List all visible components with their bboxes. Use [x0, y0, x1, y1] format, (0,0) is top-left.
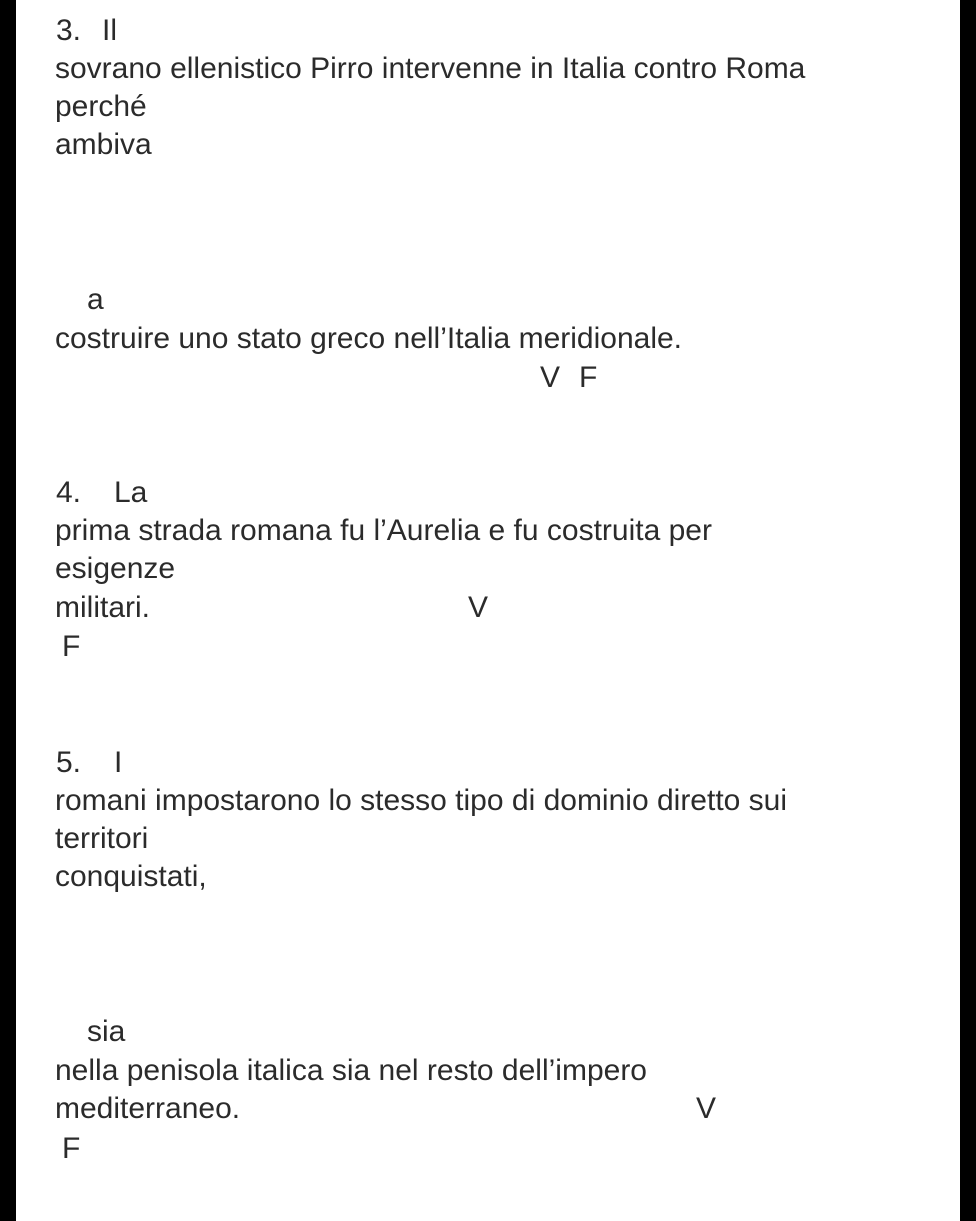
document-page: [16, 0, 960, 1221]
question-text-line: costruire uno stato greco nell’Italia meridionale.: [55, 322, 682, 355]
question-text-line: territori: [55, 822, 149, 855]
question-number: 5.: [56, 746, 82, 779]
question-first-word: I: [114, 746, 123, 779]
question-text-line: sovrano ellenistico Pirro intervenne in Italia contro Roma: [55, 52, 806, 85]
question-text-line: militari.: [55, 591, 150, 624]
question-text-line: mediterraneo.: [55, 1092, 241, 1125]
answer-true-option[interactable]: V: [696, 1092, 717, 1125]
question-text-line: prima strada romana fu l’Aurelia e fu costruita per: [55, 514, 712, 547]
question-text-line: nella penisola italica sia nel resto dell’impero: [55, 1054, 647, 1087]
question-number: 3.: [56, 14, 82, 47]
question-number: 4.: [56, 476, 82, 509]
question-text-line: romani impostarono lo stesso tipo di dominio diretto sui: [55, 784, 788, 817]
question-text-line: esigenze: [55, 552, 176, 585]
question-text-line: perché: [55, 90, 147, 123]
question-first-word: Il: [102, 14, 117, 47]
question-text-line: conquistati,: [55, 860, 207, 893]
answer-false-option[interactable]: F: [579, 361, 598, 394]
answer-true-option[interactable]: V: [468, 591, 489, 624]
answer-false-option[interactable]: F: [62, 630, 81, 663]
answer-false-option[interactable]: F: [62, 1132, 81, 1165]
question-text-line: sia: [87, 1015, 126, 1048]
question-text-line: a: [87, 283, 104, 316]
question-text-line: ambiva: [55, 128, 152, 161]
question-first-word: La: [114, 476, 148, 509]
answer-true-option[interactable]: V: [540, 361, 561, 394]
